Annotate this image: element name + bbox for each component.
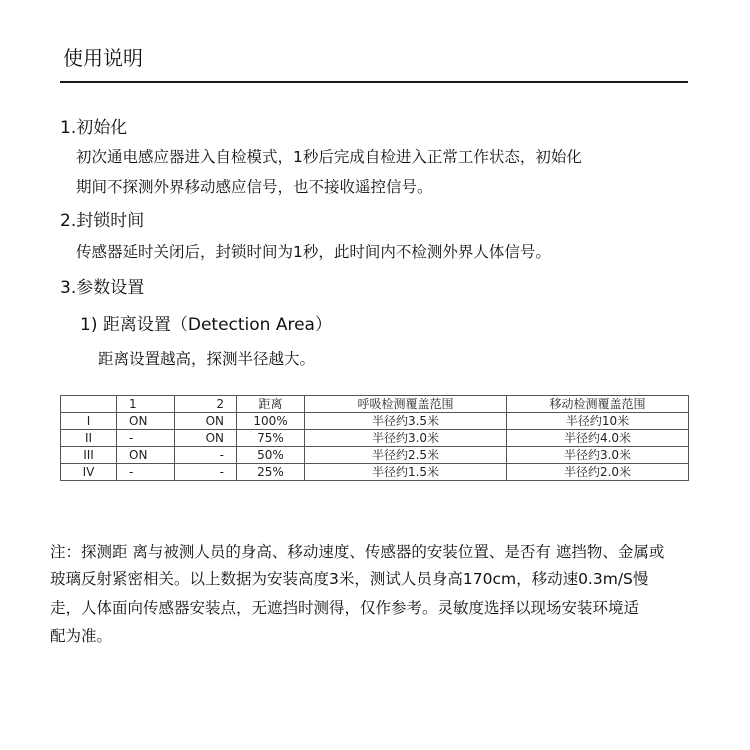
table-header-cell: 距离 [237,396,305,413]
table-cell: - [175,447,237,464]
section-heading-parameter-settings: 3.参数设置 [60,278,145,298]
note-text-line-1: 注：探测距 离与被测人员的身高、移动速度、传感器的安装位置、是否有 遮挡物、金属或 [50,543,665,561]
initialization-text-line-2: 期间不探测外界移动感应信号，也不接收遥控信号。 [76,178,433,196]
table-cell: - [117,430,175,447]
note-text-line-2: 玻璃反射紧密相关。以上数据为安装高度3米，测试人员身高170cm，移动速0.3m/S慢 [50,570,649,588]
table-cell: 半径约1.5米 [305,464,507,481]
initialization-text-line-1: 初次通电感应器进入自检模式，1秒后完成自检进入正常工作状态，初始化 [76,148,582,166]
table-row [61,447,689,464]
subheading-distance-setting: 1) 距离设置（Detection Area） [80,315,332,335]
table-header-row [61,396,689,413]
table-cell: IV [61,464,117,481]
table-cell: 半径约3.0米 [507,447,689,464]
table-cell: ON [117,413,175,430]
table-header-cell [61,396,117,413]
table-cell: I [61,413,117,430]
table-header-cell: 2 [175,396,237,413]
table-cell: - [117,464,175,481]
page-title: 使用说明 [63,46,143,70]
table-header-cell: 呼吸检测覆盖范围 [305,396,507,413]
section-heading-lock-time: 2.封锁时间 [60,211,145,231]
table-cell: II [61,430,117,447]
table-header-cell: 1 [117,396,175,413]
table-cell: - [175,464,237,481]
table-cell: 半径约2.5米 [305,447,507,464]
table-cell: 半径约10米 [507,413,689,430]
table-cell: 半径约3.0米 [305,430,507,447]
table-cell: ON [175,430,237,447]
table-row [61,430,689,447]
table-cell: 半径约4.0米 [507,430,689,447]
distance-setting-text: 距离设置越高，探测半径越大。 [98,350,316,368]
section-heading-initialization: 1.初始化 [60,118,128,138]
table-row [61,464,689,481]
note-text-line-4: 配为准。 [50,627,113,645]
table-cell: III [61,447,117,464]
note-text-line-3: 走，人体面向传感器安装点，无遮挡时测得，仅作参考。灵敏度选择以现场安装环境适 [50,599,640,617]
table-row [61,413,689,430]
table-cell: 半径约2.0米 [507,464,689,481]
table-header-cell: 移动检测覆盖范围 [507,396,689,413]
table-cell: 25% [237,464,305,481]
table-cell: ON [175,413,237,430]
title-divider [60,81,688,83]
parameter-table [60,395,689,481]
table-cell: 半径约3.5米 [305,413,507,430]
table-cell: 50% [237,447,305,464]
table-cell: 75% [237,430,305,447]
table-cell: ON [117,447,175,464]
table-cell: 100% [237,413,305,430]
lock-time-text-line-1: 传感器延时关闭后，封锁时间为1秒，此时间内不检测外界人体信号。 [76,243,551,261]
